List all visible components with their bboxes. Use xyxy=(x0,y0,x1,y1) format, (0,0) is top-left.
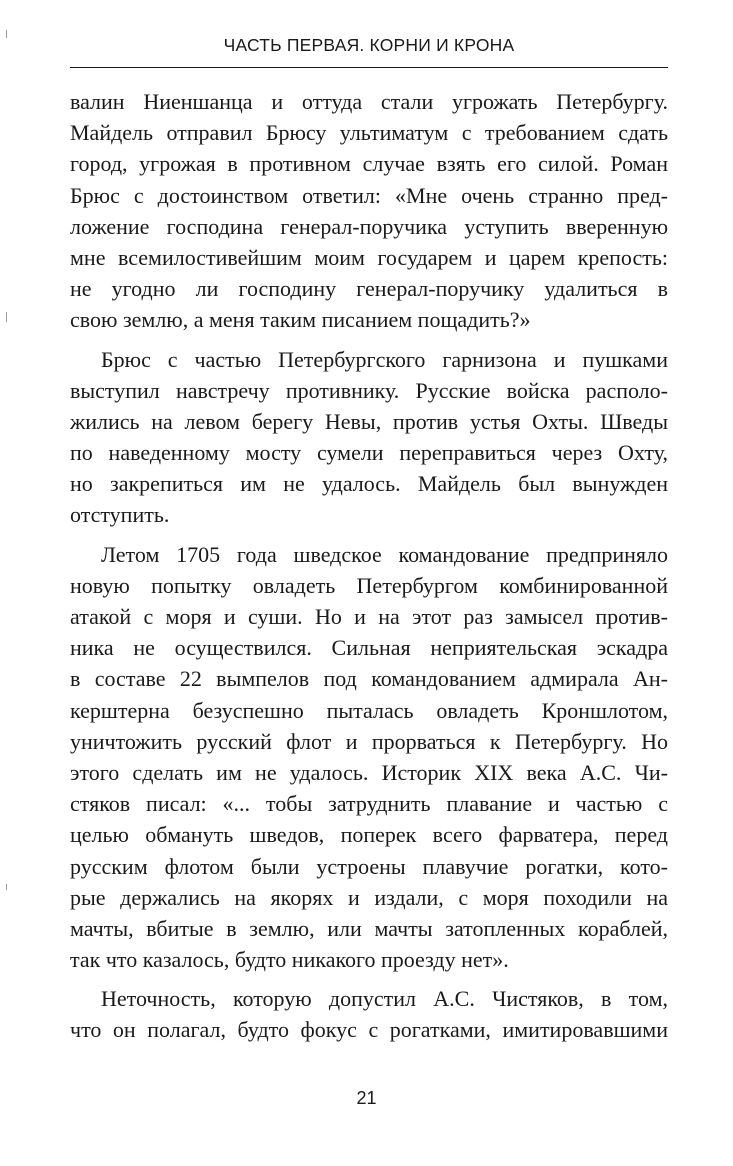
text-line: по наведенному мосту сумели переправиться через Охту, xyxy=(70,440,668,466)
text-line: стяков писал: «... тобы затруднить плавание и частью с xyxy=(70,791,668,817)
paragraph xyxy=(70,86,668,336)
text-line: уничтожить русский флот и прорваться к Петербургу. Но xyxy=(70,728,668,754)
text-line: атакой с моря и суши. Но и на этот раз замысел против- xyxy=(70,604,668,629)
paragraph xyxy=(70,344,668,531)
running-head: ЧАСТЬ ПЕРВАЯ. КОРНИ И КРОНА xyxy=(223,35,515,55)
text-line: этого сделать им не удалось. Историк XIX века А.С. Чи- xyxy=(70,759,668,785)
text-line: ложение господина генерал-поручика уступить вверенную xyxy=(70,213,668,239)
text-line: отступить. xyxy=(70,502,170,528)
text-line: Брюс с частью Петербургского гарнизона и пушками xyxy=(101,346,668,372)
header-rule xyxy=(70,67,668,68)
text-line: в составе 22 вымпелов под командованием адмирала Ан- xyxy=(70,666,668,692)
scan-edge-mark xyxy=(6,884,7,890)
text-line: новую попытку овладеть Петербургом комбинированной xyxy=(70,572,668,598)
text-line: Майдель отправил Брюсу ультиматум с требованием сдать xyxy=(70,120,668,146)
text-line: выступил навстречу противнику. Русские войска располо- xyxy=(70,377,668,403)
text-line: целью обмануть шведов, поперек всего фарватера, перед xyxy=(70,822,668,848)
text-line: русским флотом были устроены плавучие рогатки, кото- xyxy=(70,853,668,879)
text-line: рые держались на якорях и издали, с моря походили на xyxy=(70,884,668,910)
text-line: Летом 1705 года шведское командование предприняло xyxy=(101,541,668,567)
body-text xyxy=(70,86,668,1046)
text-line: мачты, вбитые в землю, или мачты затопленных кораблей, xyxy=(70,915,668,941)
page-number: 21 xyxy=(356,1088,377,1108)
text-line: так что казалось, будто никакого проезду нет». xyxy=(70,947,509,973)
paragraph xyxy=(70,539,668,976)
text-line: керштерна безуспешно пыталась овладеть Кроншлотом, xyxy=(70,697,668,723)
text-line: город, угрожая в противном случае взять его силой. Роман xyxy=(70,151,668,177)
text-line: Неточность, которую допустил А.С. Чистяков, в том, xyxy=(101,986,668,1012)
text-line: ника не осуществился. Сильная неприятельская эскадра xyxy=(70,635,668,661)
text-line: мне всемилостивейшим моим государем и царем крепость: xyxy=(70,244,668,270)
text-line: что он полагал, будто фокус с рогатками, имитировавшими xyxy=(70,1017,668,1043)
scan-edge-mark xyxy=(6,30,7,38)
text-line: Брюс с достоинством ответил: «Мне очень странно пред- xyxy=(70,182,668,208)
text-line: не угодно ли господину генерал-поручику удалиться в xyxy=(70,276,668,302)
paragraph xyxy=(70,983,668,1045)
scan-edge-mark xyxy=(6,312,7,322)
text-line: но закрепиться им не удалось. Майдель был вынужден xyxy=(70,471,668,497)
text-line: свою землю, а меня таким писанием пощадить?» xyxy=(70,307,531,333)
text-line: жились на левом берегу Невы, против устья Охты. Шведы xyxy=(70,408,668,434)
text-line: валин Ниеншанца и оттуда стали угрожать Петербургу. xyxy=(70,89,668,114)
